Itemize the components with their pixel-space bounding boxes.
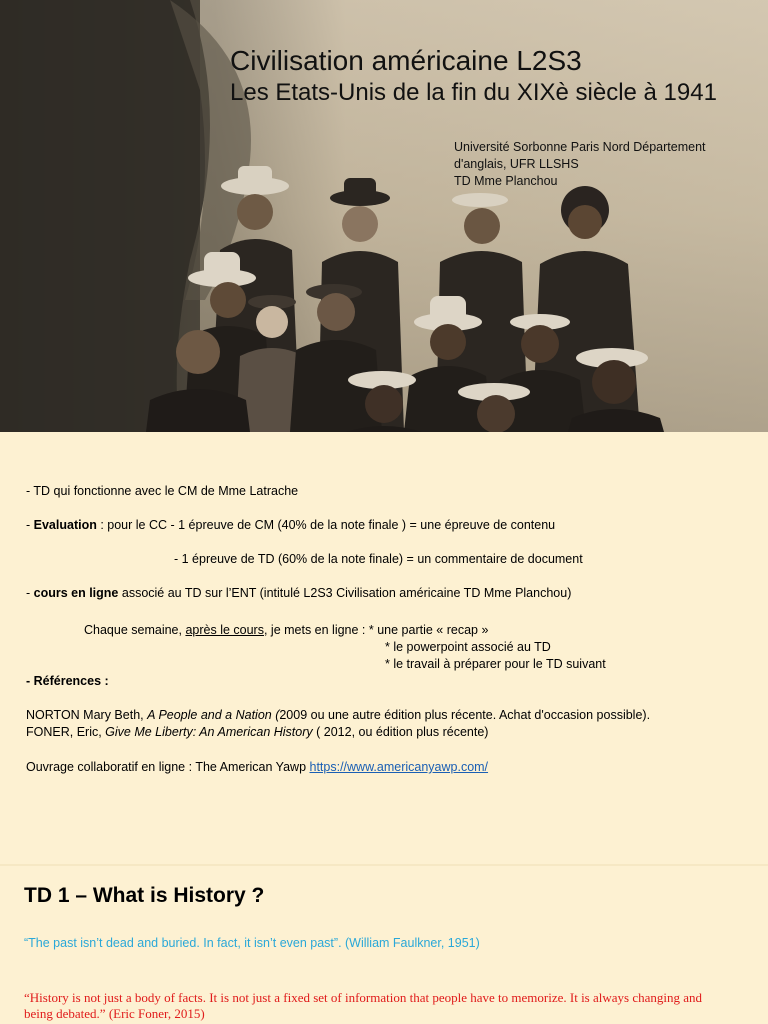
online-course-text: associé au TD sur l’ENT (intitulé L2S3 Civilisation américaine TD Mme Planchou) <box>118 586 572 600</box>
affiliation-line: Université Sorbonne Paris Nord Département <box>454 140 706 154</box>
weekly-prefix: Chaque semaine, <box>84 623 186 637</box>
faulkner-quote: “The past isn’t dead and buried. In fact, it isn’t even past”. (William Faulkner, 1951) <box>24 936 480 950</box>
reference-author: NORTON Mary Beth, <box>26 708 148 722</box>
reference-foner <box>26 724 488 741</box>
affiliation-line: TD Mme Planchou <box>454 174 558 188</box>
evaluation-label: Evaluation <box>33 518 97 532</box>
weekly-line <box>84 622 488 639</box>
course-intro-line: - TD qui fonctionne avec le CM de Mme Latrache <box>26 484 299 498</box>
american-yawp-line <box>26 759 488 776</box>
bullet-prefix: - <box>26 586 34 600</box>
foner-quote: “History is not just a body of facts. It is not just a fixed set of information that people have to memorize. It is always changing and being debated.” (Eric Foner, 2015) <box>24 990 703 1021</box>
evaluation-line <box>26 517 555 534</box>
evaluation-text: : pour le CC - 1 épreuve de CM (40% de la note finale ) = une épreuve de contenu <box>96 518 556 532</box>
reference-details: 2009 ou une autre édition plus récente. Achat d'occasion possible). <box>279 708 651 722</box>
references-label: - Références : <box>26 674 109 688</box>
weekly-item: * le travail à préparer pour le TD suivant <box>385 657 606 671</box>
weekly-suffix: , je mets en ligne : * une partie « recap » <box>263 623 489 637</box>
online-course-line <box>26 585 571 602</box>
title-block <box>230 44 717 108</box>
american-yawp-link[interactable]: https://www.americanyawp.com/ <box>309 760 489 774</box>
slide-subtitle: Les Etats-Unis de la fin du XIXè siècle à 1941 <box>230 79 717 106</box>
affiliation-line: d'anglais, UFR LLSHS <box>454 157 579 171</box>
weekly-item: * le powerpoint associé au TD <box>385 640 551 654</box>
weekly-underlined: après le cours <box>185 623 264 637</box>
slide-title: Civilisation américaine L2S3 <box>230 45 582 76</box>
td1-slide <box>0 866 768 1024</box>
yawp-label: Ouvrage collaboratif en ligne : The American Yawp <box>26 760 310 774</box>
bullet-prefix: - <box>26 518 34 532</box>
evaluation-line-2: - 1 épreuve de TD (60% de la note finale) = un commentaire de document <box>174 552 583 566</box>
online-course-label: cours en ligne <box>33 586 119 600</box>
reference-norton <box>26 707 650 724</box>
affiliation <box>454 139 754 190</box>
reference-title: Give Me Liberty: An American History <box>105 725 313 739</box>
reference-author: FONER, Eric, <box>26 725 106 739</box>
reference-title: A People and a Nation ( <box>147 708 280 722</box>
course-info-panel <box>0 432 768 864</box>
reference-details: ( 2012, ou édition plus récente) <box>312 725 489 739</box>
title-slide-header <box>0 0 768 432</box>
td1-title: TD 1 – What is History ? <box>24 884 265 907</box>
